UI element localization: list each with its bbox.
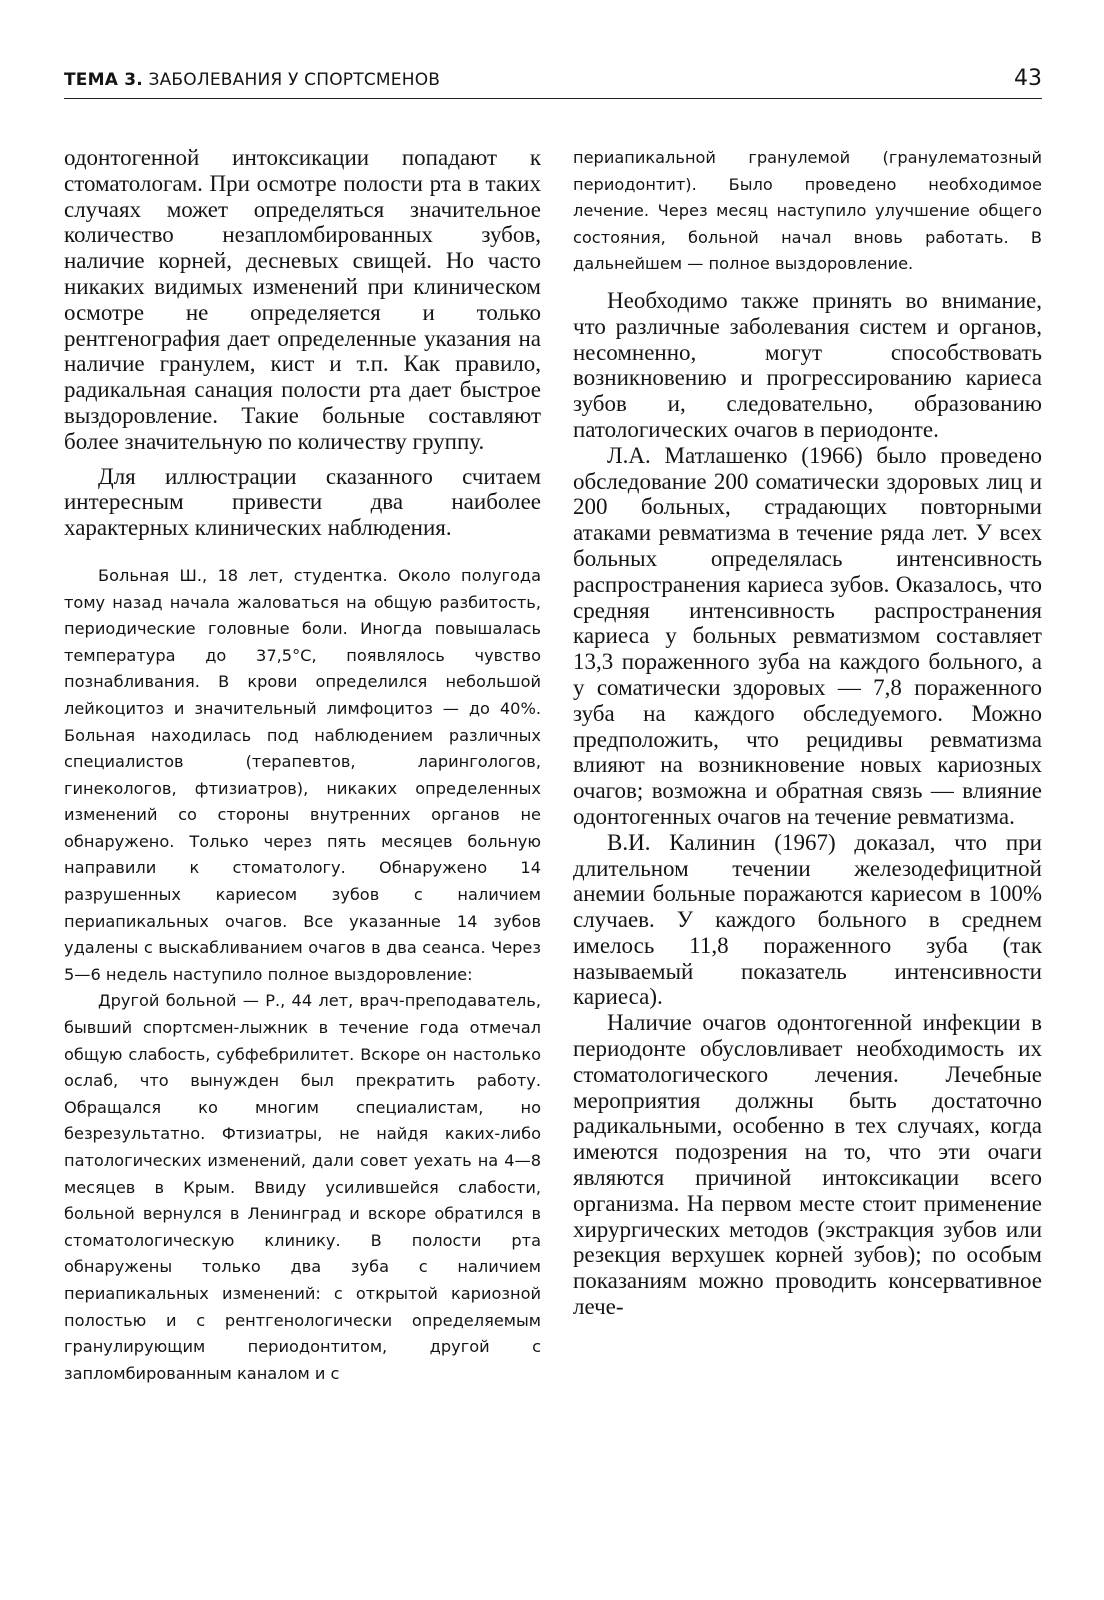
case-report-paragraph: периапикальной гранулемой (гранулематозный периодонтит). Было проведено необходимое лечение. Через месяц наступило улучшение общего состояния, больной начал вновь работать. В дальнейшем — полное выздоровление. — [573, 148, 1042, 274]
right-column — [573, 145, 1042, 1320]
body-paragraph: одонтогенной интоксикации попадают к стоматологам. При осмотре полости рта в таких случаях может определяться значительное количество незапломбированных зубов, наличие корней, десневых свищей. Но часто никаких видимых изменений при клиническом осмотре не определяется и только рентгенография дает определенные указания на наличие гранулем, кист и т.п. Как правило, радикальная санация полости рта дает быстрое выздоровление. Такие больные составляют более значительную по количеству группу. — [64, 145, 541, 454]
case-report-paragraph: Больная Ш., 18 лет, студентка. Около полугода тому назад начала жаловаться на общую разбитость, периодические головные боли. Иногда повышалась температура до 37,5°С, появлялось чувство познабливания. В крови определился небольшой лейкоцитоз и значительный лимфоцитоз — до 40%. Больная находилась под наблюдением различных специалистов (терапевтов, ларингологов, гинекологов, фтизиатров), никаких определенных изменений со стороны внутренних органов не обнаружено. Только через пять месяцев больную направили к стоматологу. Обнаружено 14 разрушенных кариесом зубов с наличием периапикальных очагов. Все указанные 14 зубов удалены с выскабливанием очагов в два сеанса. Через 5—6 недель наступило полное выздоровление: — [64, 565, 541, 984]
body-paragraph: В.И. Калинин (1967) доказал, что при длительном течении железодефицитной анемии больные поражаются кариесом в 100% случаев. У каждого больного в среднем имелось 11,8 пораженного зуба (так называемый показатель интенсивности кариеса). — [573, 829, 1042, 1010]
case-report-paragraph: Другой больной — Р., 44 лет, врач-преподаватель, бывший спортсмен-лыжник в течение года отмечал общую слабость, субфебрилитет. Вскоре он настолько ослаб, что вынужден был прекратить работу. Обращался ко многим специалистам, но безрезультатно. Фтизиатры, не найдя каких-либо патологических изменений, дали совет уехать на 4—8 месяцев в Крым. Ввиду усилившейся слабости, больной вернулся в Ленинград и вскоре обратился в стоматологическую клинику. В полости рта обнаружены только два зуба с наличием периапикальных изменений: с открытой кариозной полостью и с рентгенологически определяемым гранулирующим периодонтитом, другой с запломбированным каналом и с — [64, 991, 541, 1383]
body-paragraph: Наличие очагов одонтогенной инфекции в периодонте обусловливает необходимость их стоматологического лечения. Лечебные мероприятия должны быть достаточно радикальными, особенно в тех случаях, когда имеются подозрения на то, что эти очаги являются причиной интоксикации всего организма. На первом месте стоит применение хирургических методов (экстракция зубов или резекция верхушек корней зубов); по особым показаниям можно проводить консервативное лече- — [573, 1010, 1042, 1320]
theme-label: ТЕМА 3. — [64, 70, 143, 90]
body-paragraph: Для иллюстрации сказанного считаем интересным привести два наиболее характерных клинических наблюдения. — [64, 463, 541, 541]
body-paragraph: Л.А. Матлашенко (1966) было проведено обследование 200 соматически здоровых лиц и 200 больных, страдающих повторными атаками ревматизма в течение ряда лет. У всех больных определялась интенсивность распространения кариеса зубов. Оказалось, что средняя интенсивность распространения кариеса у больных ревматизмом составляет 13,3 пораженного зуба на каждого больного, а у соматически здоровых — 7,8 пораженного зуба на каждого обследуемого. Можно предположить, что рецидивы ревматизма влияют на возникновение новых кариозных очагов; возможна и обратная связь — влияние одонтогенных очагов на течение ревматизма. — [573, 442, 1042, 829]
body-paragraph: Необходимо также принять во внимание, что различные заболевания систем и органов, несомненно, могут способствовать возникновению и прогрессированию кариеса зубов и, следовательно, образованию патологических очагов в периодонте. — [573, 287, 1042, 442]
theme-title: ЗАБОЛЕВАНИЯ У СПОРТСМЕНОВ — [148, 70, 441, 90]
chapter-title — [64, 70, 440, 90]
left-column — [64, 145, 541, 1387]
page-number: 43 — [1014, 66, 1042, 91]
running-header — [64, 66, 1042, 94]
header-rule — [64, 98, 1042, 99]
